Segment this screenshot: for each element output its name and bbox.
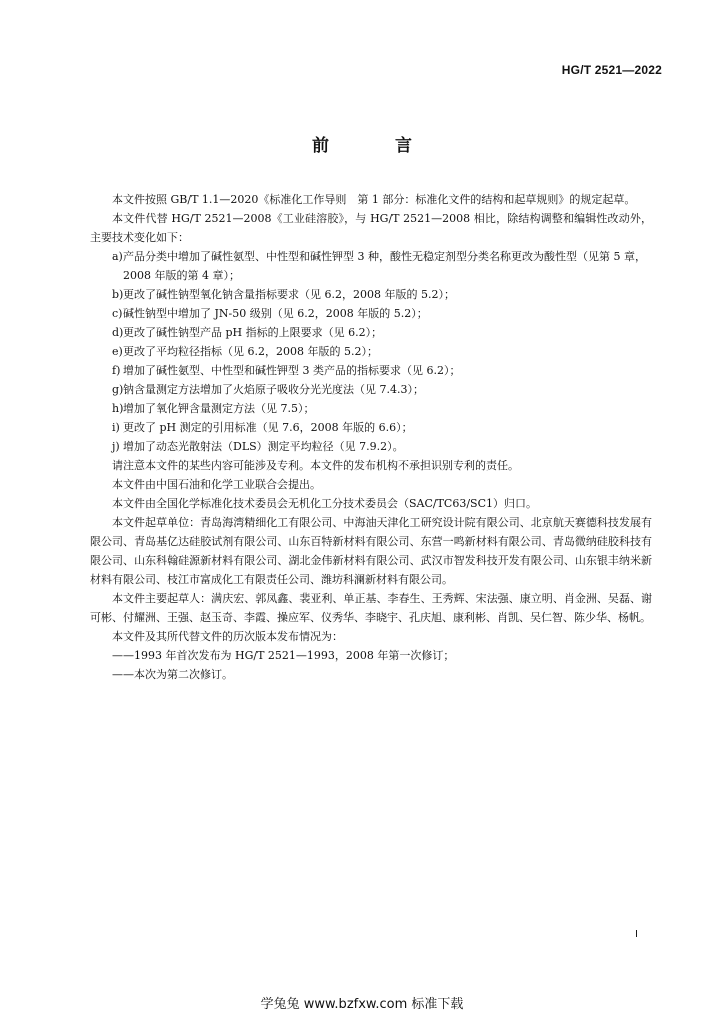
list-item — [90, 323, 652, 342]
page-title: 前 言 — [312, 136, 442, 156]
list-item — [90, 304, 652, 323]
drafters: 本文件主要起草人：满庆宏、郭凤鑫、裴亚利、单正基、李春生、王秀辉、宋法强、康立明、肖金洲、吴磊、谢可彬、付耀洲、王强、赵玉奇、李霞、操应军、仪秀华、李晓宇、孔庆旭、康利彬、肖凯、吴仁智、陈少华、杨帆。 — [90, 592, 652, 624]
list-item-label: e) — [112, 345, 123, 358]
list-item-text: 更改了碱性钠型产品 pH 指标的上限要求（见 6.2）； — [123, 326, 383, 339]
list-item-label: j) — [112, 440, 120, 453]
list-item — [90, 342, 652, 361]
page-number: I — [635, 929, 638, 940]
list-item — [90, 380, 652, 399]
list-item — [90, 247, 652, 285]
list-item-label: h) — [112, 402, 124, 415]
list-item-text: 钠含量测定方法增加了火焰原子吸收分光光度法（见 7.4.3）； — [123, 383, 424, 396]
intro-paragraph: 本文件按照 GB/T 1.1—2020《标准化工作导则 第 1 部分：标准化文件的结构和起草规则》的规定起草。 — [112, 193, 636, 206]
list-item-label: b) — [112, 288, 124, 301]
changes-list — [90, 247, 652, 456]
list-item-label: c) — [112, 307, 123, 320]
intro-paragraph: 本文件代替 HG/T 2521—2008《工业硅溶胶》，与 HG/T 2521—2008 相比，除结构调整和编辑性改动外，主要技术变化如下： — [90, 212, 652, 244]
patent-notice: 请注意本文件的某些内容可能涉及专利。本文件的发布机构不承担识别专利的责任。 — [112, 459, 519, 472]
history-intro: 本文件及其所代替文件的历次版本发布情况为： — [112, 630, 343, 643]
committee-statement: 本文件由全国化学标准化技术委员会无机化工分技术委员会（SAC/TC63/SC1）归口。 — [112, 497, 538, 510]
list-item-text: 增加了碱性氨型、中性型和碱性钾型 3 类产品的指标要求（见 6.2）； — [123, 364, 461, 377]
list-item-text: 更改了碱性钠型氧化钠含量指标要求（见 6.2，2008 年版的 5.2）； — [123, 288, 455, 301]
footer-watermark: 学兔兔 www.bzfxw.com 标准下载 — [260, 997, 464, 1012]
standard-number: HG/T 2521—2022 — [561, 63, 662, 77]
list-item — [90, 437, 652, 456]
list-item-label: g) — [112, 383, 124, 396]
list-item-label: d) — [112, 326, 124, 339]
list-item-label: a) — [112, 250, 123, 263]
list-item — [90, 285, 652, 304]
list-item-text: 碱性钠型中增加了 JN-50 级别（见 6.2，2008 年版的 5.2）； — [123, 307, 428, 320]
proposer-statement: 本文件由中国石油和化学工业联合会提出。 — [112, 478, 321, 491]
list-item — [90, 399, 652, 418]
list-item-text: 增加了动态光散射法（DLS）测定平均粒径（见 7.9.2）。 — [123, 440, 404, 453]
history-item: ——1993 年首次发布为 HG/T 2521—1993，2008 年第一次修订； — [112, 649, 455, 662]
history-item: ——本次为第二次修订。 — [112, 668, 233, 681]
drafting-organizations: 本文件起草单位：青岛海湾精细化工有限公司、中海油天津化工研究设计院有限公司、北京航天赛德科技发展有限公司、青岛基亿达硅胶试剂有限公司、山东百特新材料有限公司、东营一鸣新材料有限公司、青岛微纳硅胶科技有限公司、山东科翰硅源新材料有限公司、湖北金伟新材料有限公司、武汉市智发科技开发有限公司、山东银丰纳米新材料有限公司、枝江市富成化工有限责任公司、潍坊科澜新材料有限公司。 — [90, 516, 652, 586]
list-item-label: i) — [112, 421, 120, 434]
list-item-text: 增加了氧化钾含量测定方法（见 7.5）； — [123, 402, 315, 415]
list-item-text: 产品分类中增加了碱性氨型、中性型和碱性钾型 3 种，酸性无稳定剂型分类名称更改为酸性型（见第 5 章，2008 年版的第 4 章）； — [123, 250, 646, 282]
list-item-text: 更改了平均粒径指标（见 6.2，2008 年版的 5.2）； — [123, 345, 378, 358]
list-item-text: 更改了 pH 测定的引用标准（见 7.6，2008 年版的 6.6）； — [123, 421, 413, 434]
list-item — [90, 361, 652, 380]
list-item-label: f) — [112, 364, 121, 377]
document-body — [90, 190, 652, 684]
list-item — [90, 418, 652, 437]
